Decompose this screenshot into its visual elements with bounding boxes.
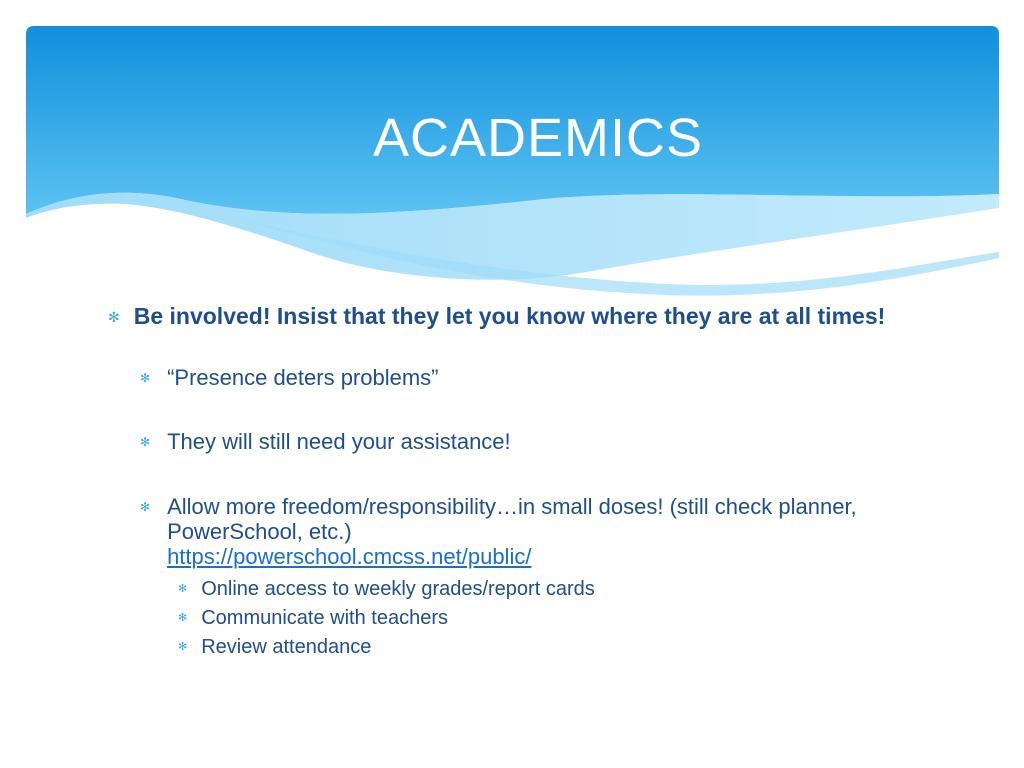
list-item-text: Allow more freedom/responsibility…in small doses! (still check planner, PowerSchool, etc.)	[167, 494, 857, 544]
list-item-text: They will still need your assistance!	[167, 429, 511, 454]
list-item-text: Be involved! Insist that they let you know where they are at all times!	[133, 303, 886, 329]
asterisk-bullet-icon: ✻	[108, 309, 120, 325]
list-item	[140, 365, 900, 390]
asterisk-bullet-icon: ✻	[140, 500, 151, 514]
list-item-text: “Presence deters problems”	[167, 365, 439, 390]
list-item	[178, 635, 898, 659]
list-item-text: Online access to weekly grades/report cards	[201, 578, 595, 600]
powerschool-link[interactable]: https://powerschool.cmcss.net/public/	[167, 544, 532, 569]
asterisk-bullet-icon: ✻	[178, 583, 188, 595]
asterisk-bullet-icon: ✻	[178, 612, 188, 624]
list-item	[140, 494, 900, 569]
list-item-text: Communicate with teachers	[201, 607, 448, 629]
asterisk-bullet-icon: ✻	[140, 435, 151, 449]
list-item-text: Review attendance	[201, 636, 372, 658]
page-title: ACADEMICS	[372, 108, 704, 168]
list-item	[140, 429, 900, 454]
asterisk-bullet-icon: ✻	[178, 641, 188, 653]
list-item	[108, 303, 898, 330]
asterisk-bullet-icon: ✻	[140, 371, 151, 385]
list-item	[178, 606, 898, 630]
list-item	[178, 577, 898, 601]
slide-header-banner	[26, 26, 999, 296]
